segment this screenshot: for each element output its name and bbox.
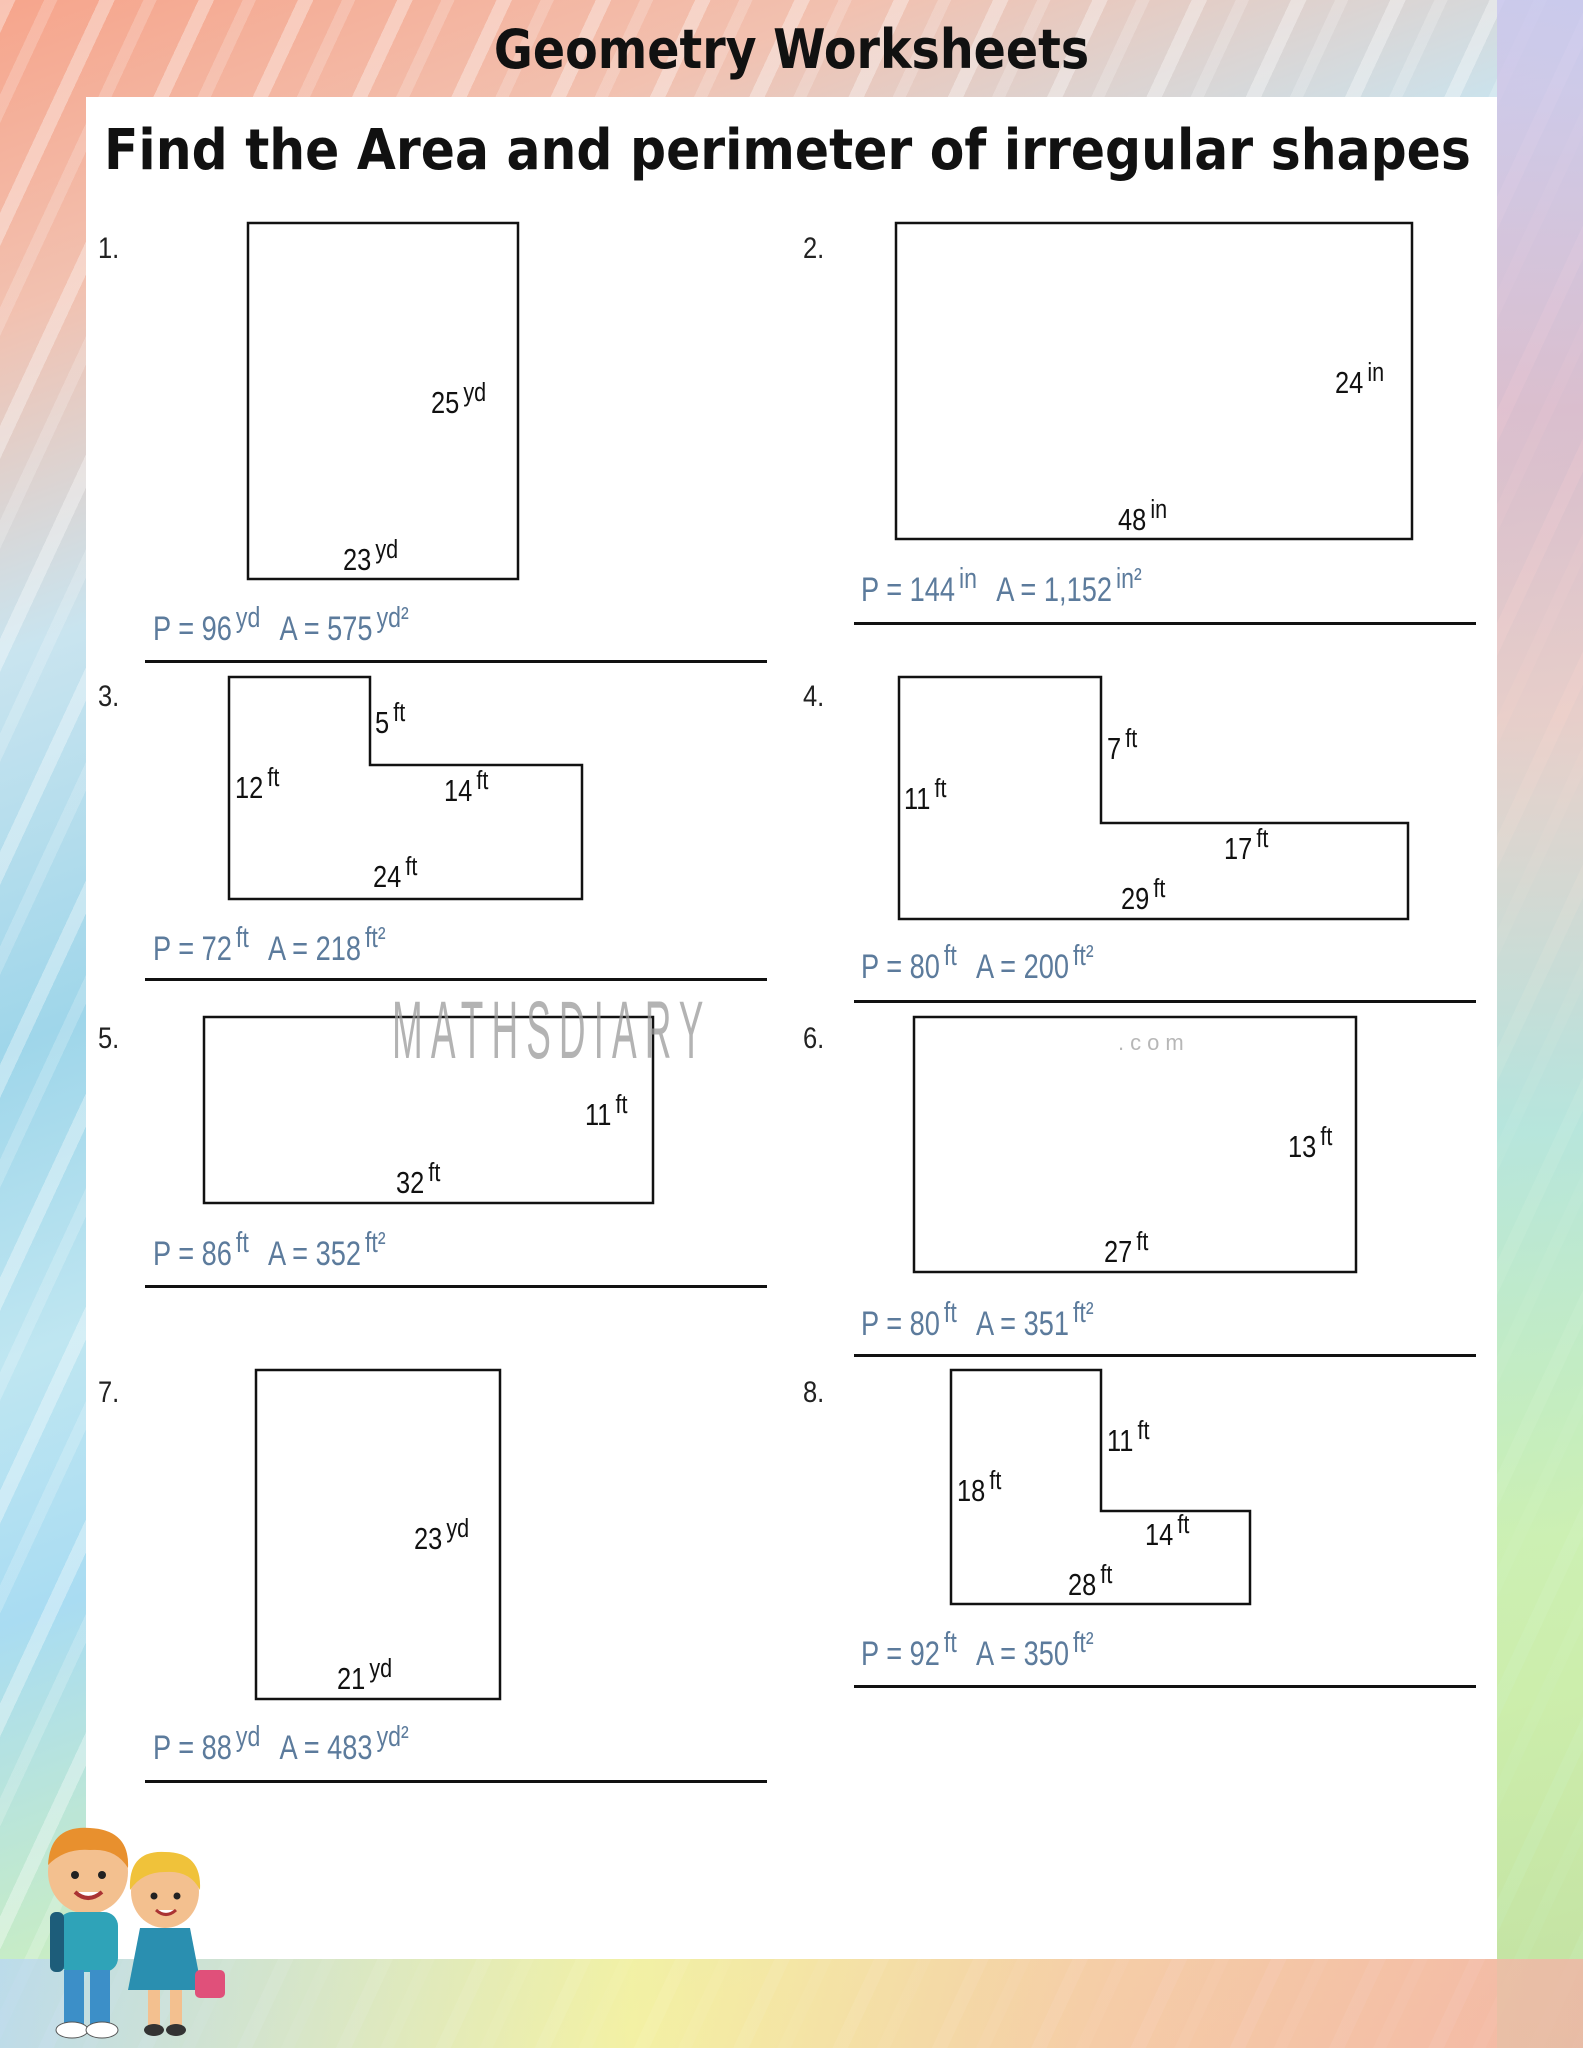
dimension-label [1335, 357, 1385, 400]
perimeter-label: P = [861, 1635, 910, 1673]
area-value: 350 [1023, 1635, 1069, 1673]
dimension-label [1104, 1226, 1149, 1269]
answer-line [145, 1780, 767, 1783]
dimension-value: 7 [1107, 731, 1122, 766]
answer-text [861, 940, 1094, 987]
perimeter-label: P = [861, 1305, 910, 1343]
dimension-unit: ft [1177, 1509, 1190, 1540]
problem-number: 7. [98, 1376, 120, 1409]
dimension-label [431, 377, 487, 420]
dimension-unit: ft [393, 697, 406, 728]
area-value: 200 [1023, 948, 1069, 986]
dimension-unit: ft [405, 851, 418, 882]
dimension-value: 18 [957, 1473, 986, 1508]
dimension-value: 11 [904, 781, 931, 816]
dimension-unit: ft [934, 773, 947, 804]
area-unit: ft² [1073, 1297, 1094, 1329]
boy-figure [48, 1828, 128, 2038]
dimension-label [235, 762, 280, 805]
dimension-label [375, 697, 406, 740]
dimension-label [396, 1157, 441, 1200]
perimeter-value: 92 [909, 1635, 940, 1673]
perimeter-unit: in [959, 563, 978, 595]
answer-line [854, 1685, 1476, 1688]
dimension-unit: ft [1100, 1559, 1113, 1590]
dimension-value: 27 [1104, 1234, 1133, 1269]
dimension-unit: ft [1256, 823, 1269, 854]
dimension-label [1224, 823, 1269, 866]
dimension-unit: ft [428, 1157, 441, 1188]
area-value: 351 [1023, 1305, 1069, 1343]
dimension-value: 24 [373, 859, 402, 894]
area-unit: ft² [365, 922, 386, 954]
dimension-unit: in [1367, 357, 1385, 388]
dimension-unit: yd [375, 534, 399, 565]
dimension-value: 14 [444, 773, 473, 808]
dimension-unit: ft [615, 1089, 628, 1120]
dimension-label [337, 1653, 393, 1696]
dimension-label [1107, 723, 1138, 766]
problem-number: 8. [803, 1376, 825, 1409]
dimension-label [585, 1089, 628, 1132]
girl-figure [128, 1852, 225, 2036]
dimension-label [904, 773, 947, 816]
area-unit: ft² [1073, 1627, 1094, 1659]
perimeter-label: P = [861, 948, 910, 986]
area-label: A = [975, 1305, 1024, 1343]
dimension-value: 14 [1145, 1517, 1174, 1552]
perimeter-unit: ft [943, 1627, 957, 1659]
answer-line [854, 1000, 1476, 1003]
dimension-value: 11 [585, 1097, 612, 1132]
perimeter-value: 144 [909, 571, 956, 609]
answer-text [153, 922, 386, 969]
area-value: 352 [315, 1235, 361, 1273]
perimeter-label: P = [153, 930, 202, 968]
answer-text [861, 1627, 1094, 1674]
dimension-value: 13 [1288, 1129, 1317, 1164]
dimension-value: 32 [396, 1165, 425, 1200]
problem-number: 6. [803, 1022, 825, 1055]
perimeter-unit: ft [943, 940, 957, 972]
dimension-label [373, 851, 418, 894]
dimension-value: 23 [343, 542, 372, 577]
perimeter-value: 80 [909, 1305, 940, 1343]
problem-number: 1. [98, 232, 120, 265]
dimension-unit: ft [1153, 873, 1166, 904]
dimension-label [343, 534, 399, 577]
dimension-label [414, 1513, 470, 1556]
dimension-label [957, 1465, 1002, 1508]
dimension-unit: ft [989, 1465, 1002, 1496]
perimeter-value: 86 [201, 1235, 232, 1273]
perimeter-value: 80 [909, 948, 940, 986]
dimension-label [1118, 494, 1168, 537]
dimension-unit: ft [1137, 1415, 1150, 1446]
answer-line [854, 1354, 1476, 1357]
dimension-value: 28 [1068, 1567, 1097, 1602]
area-unit: yd² [376, 602, 409, 634]
problem-number: 4. [803, 680, 825, 713]
problem-number: 2. [803, 232, 825, 265]
perimeter-value: 72 [201, 930, 232, 968]
dimension-unit: ft [476, 765, 489, 796]
dimension-unit: ft [1125, 723, 1138, 754]
dimension-value: 23 [414, 1521, 443, 1556]
area-value: 483 [327, 1729, 373, 1767]
dimension-label [1068, 1559, 1113, 1602]
kids-illustration [20, 1820, 235, 2048]
dimension-unit: ft [267, 762, 280, 793]
area-unit: yd² [376, 1721, 409, 1753]
area-label: A = [279, 610, 328, 648]
area-label: A = [279, 1729, 328, 1767]
problem-number: 5. [98, 1022, 120, 1055]
perimeter-label: P = [861, 571, 910, 609]
perimeter-value: 88 [201, 1729, 232, 1767]
perimeter-value: 96 [201, 610, 232, 648]
dimension-unit: ft [1320, 1121, 1333, 1152]
answer-line [145, 978, 767, 981]
area-unit: ft² [365, 1227, 386, 1259]
perimeter-label: P = [153, 1235, 202, 1273]
dimension-label [1121, 873, 1166, 916]
page-title: Geometry Worksheets [493, 18, 1090, 81]
area-unit: in² [1115, 563, 1142, 595]
perimeter-unit: ft [235, 922, 249, 954]
dimension-label [1145, 1509, 1190, 1552]
answer-line [145, 660, 767, 663]
perimeter-unit: ft [943, 1297, 957, 1329]
answer-text [153, 1227, 386, 1274]
dimension-value: 17 [1224, 831, 1253, 866]
dimension-value: 24 [1335, 365, 1364, 400]
area-label: A = [267, 930, 316, 968]
answer-text [861, 563, 1142, 610]
area-label: A = [975, 1635, 1024, 1673]
dimension-value: 5 [375, 705, 390, 740]
perimeter-unit: yd [235, 1721, 261, 1753]
perimeter-label: P = [153, 610, 202, 648]
perimeter-unit: ft [235, 1227, 249, 1259]
dimension-label [1288, 1121, 1333, 1164]
watermark-suffix: .com [1118, 1030, 1190, 1055]
answer-text [861, 1297, 1094, 1344]
area-value: 1,152 [1043, 571, 1112, 609]
answer-text [153, 1721, 409, 1768]
dimension-unit: ft [1136, 1226, 1149, 1257]
answer-line [854, 622, 1476, 625]
dimension-value: 12 [235, 770, 264, 805]
watermark: MATHSDIARY [392, 985, 712, 1076]
area-unit: ft² [1073, 940, 1094, 972]
perimeter-label: P = [153, 1729, 202, 1767]
answer-line [145, 1285, 767, 1288]
dimension-unit: yd [446, 1513, 470, 1544]
answer-text [153, 602, 409, 649]
perimeter-unit: yd [235, 602, 261, 634]
dimension-value: 48 [1118, 502, 1147, 537]
dimension-value: 29 [1121, 881, 1150, 916]
area-label: A = [975, 948, 1024, 986]
dimension-unit: in [1150, 494, 1168, 525]
worksheet-subtitle: Find the Area and perimeter of irregular shapes [104, 118, 1471, 183]
area-value: 218 [315, 930, 361, 968]
area-label: A = [267, 1235, 316, 1273]
area-value: 575 [327, 610, 373, 648]
problem-number: 3. [98, 680, 120, 713]
area-label: A = [996, 571, 1044, 609]
dimension-unit: yd [369, 1653, 393, 1684]
dimension-label [444, 765, 489, 808]
dimension-label [1107, 1415, 1150, 1458]
dimension-value: 11 [1107, 1423, 1134, 1458]
dimension-value: 21 [337, 1661, 366, 1696]
dimension-value: 25 [431, 385, 460, 420]
dimension-unit: yd [463, 377, 487, 408]
